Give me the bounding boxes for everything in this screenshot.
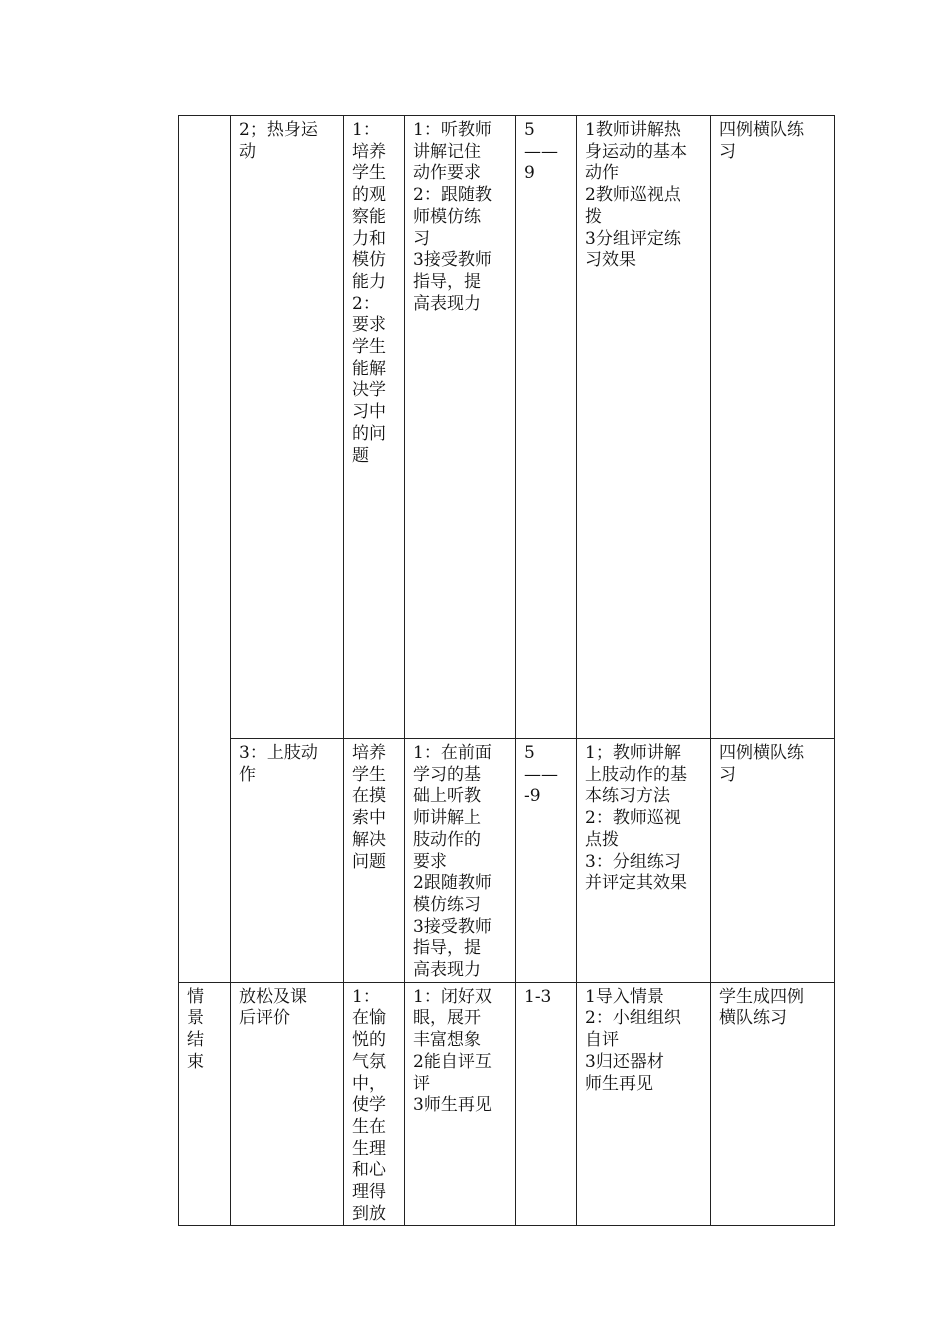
lesson-plan-table	[178, 115, 835, 1226]
goal-cell: 1： 培养 学生 的观 察能 力和 模仿 能力 2： 要求 学生 能解 决学 习中 的问 题	[344, 116, 405, 739]
table-row	[179, 116, 835, 739]
goal-cell: 1： 在愉 悦的 气氛 中， 使学 生在 生理 和心 理得 到放	[344, 982, 405, 1226]
content-cell: 2；热身运 动	[231, 116, 344, 739]
organization-cell: 四例横队练 习	[711, 739, 835, 983]
stage-cell: 情 景 结 束	[179, 982, 231, 1226]
content-cell: 放松及课 后评价	[231, 982, 344, 1226]
table-row	[179, 982, 835, 1226]
student-activity-cell: 1：在前面 学习的基 础上听教 师讲解上 肢动作的 要求 2跟随教师 模仿练习 3接受教师 指导，提 高表现力	[405, 739, 516, 983]
time-cell: 1-3	[516, 982, 577, 1226]
table-row	[179, 739, 835, 983]
goal-cell: 培养 学生 在摸 索中 解决 问题	[344, 739, 405, 983]
time-cell: 5 —— -9	[516, 739, 577, 983]
organization-cell: 学生成四例 横队练习	[711, 982, 835, 1226]
organization-cell: 四例横队练 习	[711, 116, 835, 739]
stage-cell	[179, 116, 231, 983]
time-cell: 5 —— 9	[516, 116, 577, 739]
student-activity-cell: 1：闭好双 眼，展开 丰富想象 2能自评互 评 3师生再见	[405, 982, 516, 1226]
content-cell: 3：上肢动 作	[231, 739, 344, 983]
teacher-activity-cell: 1导入情景 2：小组组织 自评 3归还器材 师生再见	[577, 982, 711, 1226]
teacher-activity-cell: 1；教师讲解 上肢动作的基 本练习方法 2：教师巡视 点拨 3：分组练习 并评定其效果	[577, 739, 711, 983]
student-activity-cell: 1：听教师 讲解记住 动作要求 2：跟随教 师模仿练 习 3接受教师 指导，提 高表现力	[405, 116, 516, 739]
teacher-activity-cell: 1教师讲解热 身运动的基本 动作 2教师巡视点 拨 3分组评定练 习效果	[577, 116, 711, 739]
